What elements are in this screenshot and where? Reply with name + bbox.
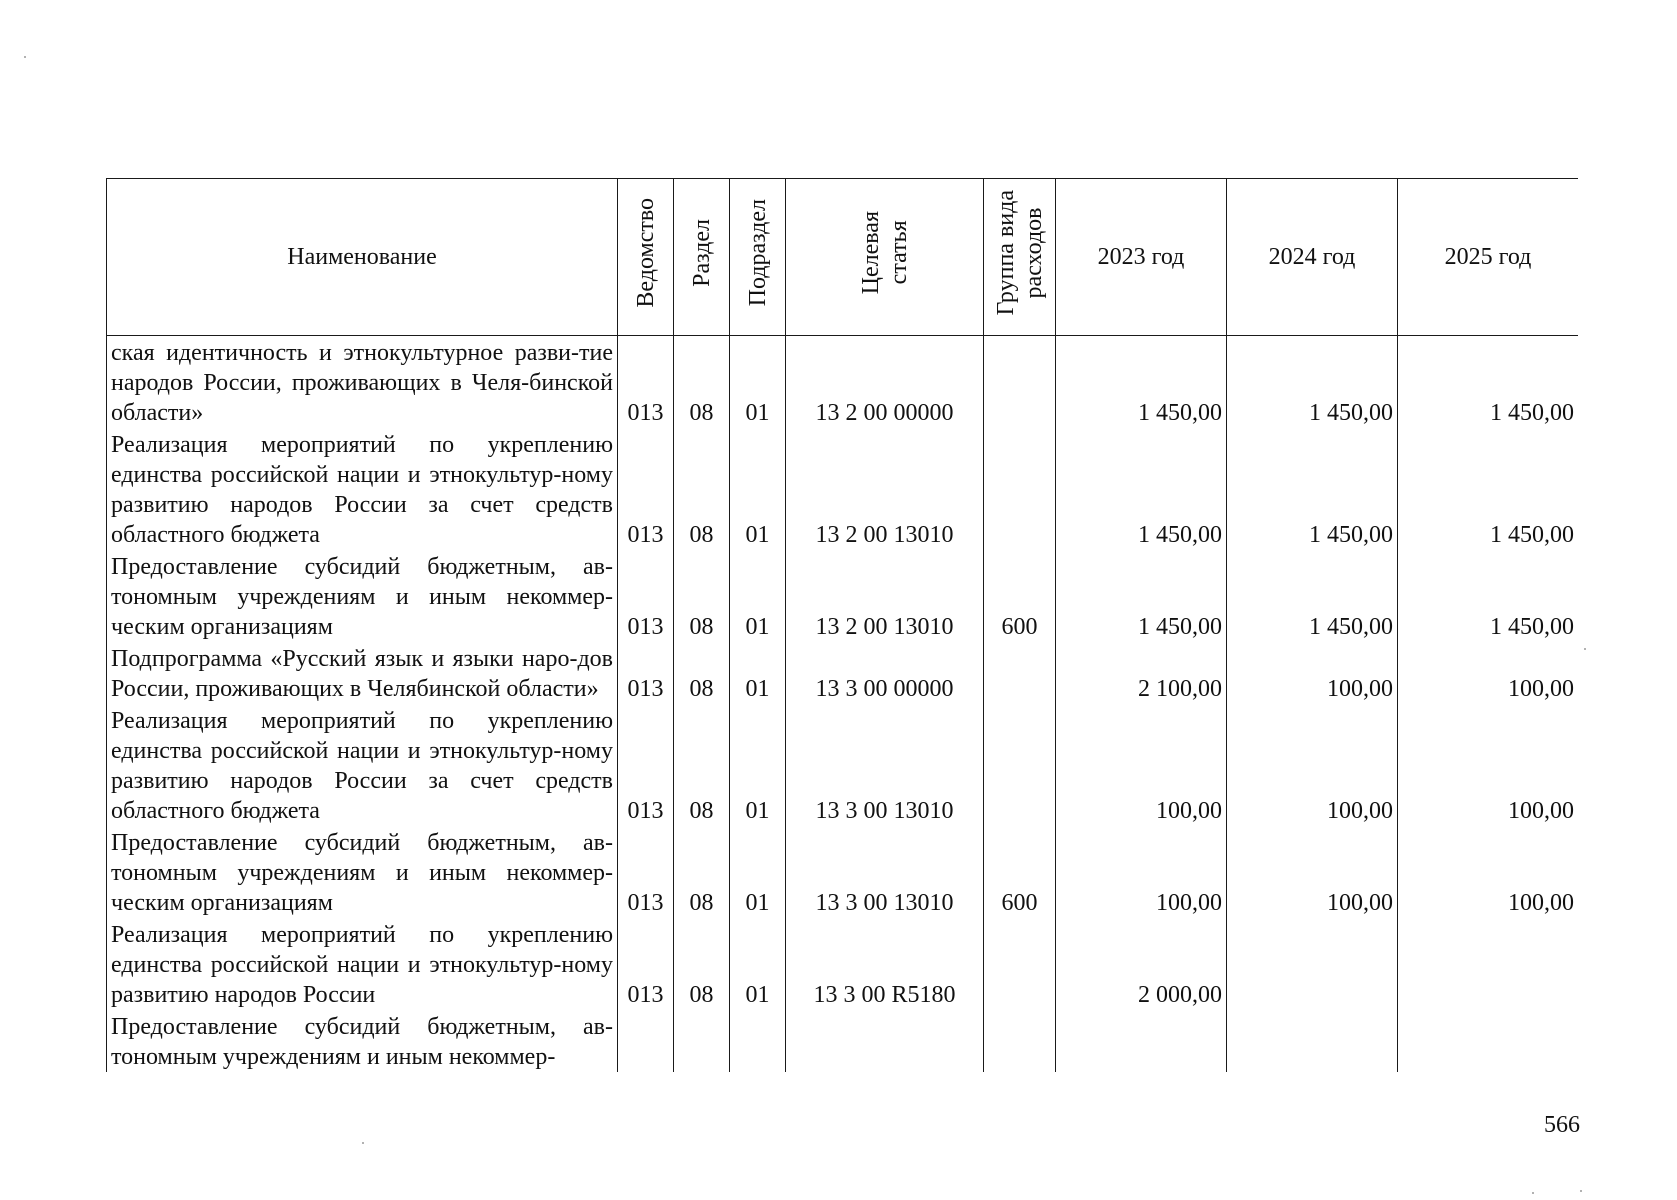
row-2025: 1 450,00 [1398, 336, 1579, 429]
header-expense-group [984, 179, 1056, 336]
row-name: ская идентичность и этнокультурное разви-тие народов России, проживающих в Челя-бинской области» [107, 336, 618, 429]
row-2024 [1227, 1010, 1398, 1072]
row-subsection: 01 [730, 336, 786, 429]
row-subsection: 01 [730, 826, 786, 918]
header-2025: 2025 год [1398, 179, 1579, 336]
table-row [107, 428, 1579, 550]
row-target-item: 13 2 00 00000 [786, 336, 984, 429]
row-target-item: 13 2 00 13010 [786, 428, 984, 550]
row-target-item: 13 2 00 13010 [786, 550, 984, 642]
row-target-item [786, 1010, 984, 1072]
scan-speck [362, 1142, 364, 1144]
row-2025: 1 450,00 [1398, 428, 1579, 550]
row-name: Предоставление субсидий бюджетным, ав-тономным учреждениям и иным некоммер-ческим организациям [107, 550, 618, 642]
row-expense-group [984, 918, 1056, 1010]
row-expense-group [984, 428, 1056, 550]
row-2023: 1 450,00 [1056, 428, 1227, 550]
row-2024: 100,00 [1227, 826, 1398, 918]
row-2024: 1 450,00 [1227, 336, 1398, 429]
row-2023: 2 000,00 [1056, 918, 1227, 1010]
header-name: Наименование [107, 179, 618, 336]
row-2024: 1 450,00 [1227, 428, 1398, 550]
row-subsection: 01 [730, 642, 786, 704]
row-2025: 100,00 [1398, 704, 1579, 826]
scan-speck [1584, 648, 1586, 650]
table-row [107, 1010, 1579, 1072]
header-target-item [786, 179, 984, 336]
header-section [674, 179, 730, 336]
row-2023: 1 450,00 [1056, 550, 1227, 642]
row-section: 08 [674, 550, 730, 642]
table-row [107, 918, 1579, 1010]
row-expense-group [984, 1010, 1056, 1072]
row-target-item: 13 3 00 13010 [786, 704, 984, 826]
row-2023: 1 450,00 [1056, 336, 1227, 429]
row-department: 013 [618, 918, 674, 1010]
row-department: 013 [618, 826, 674, 918]
row-2024: 1 450,00 [1227, 550, 1398, 642]
header-department [618, 179, 674, 336]
row-name: Подпрограмма «Русский язык и языки наро-дов России, проживающих в Челябинской области» [107, 642, 618, 704]
row-2023 [1056, 1010, 1227, 1072]
scan-speck [24, 56, 26, 58]
row-name: Реализация мероприятий по укреплению единства российской нации и этнокультур-ному развитию народов России за счет средств областного бюджета [107, 704, 618, 826]
row-2025 [1398, 918, 1579, 1010]
row-subsection [730, 1010, 786, 1072]
row-department: 013 [618, 428, 674, 550]
row-section: 08 [674, 704, 730, 826]
table-row [107, 336, 1579, 429]
row-subsection: 01 [730, 918, 786, 1010]
header-2024: 2024 год [1227, 179, 1398, 336]
row-section: 08 [674, 826, 730, 918]
row-target-item: 13 3 00 13010 [786, 826, 984, 918]
row-name: Реализация мероприятий по укреплению единства российской нации и этнокультур-ному развитию народов России за счет средств областного бюджета [107, 428, 618, 550]
header-department-label: Ведомство [632, 198, 659, 308]
row-section [674, 1010, 730, 1072]
row-expense-group [984, 642, 1056, 704]
page-number: 566 [1544, 1112, 1580, 1138]
scan-speck [1580, 1190, 1582, 1192]
row-2024: 100,00 [1227, 704, 1398, 826]
scan-speck [1532, 1192, 1534, 1194]
table-row [107, 642, 1579, 704]
table-header [107, 179, 1579, 336]
budget-table [106, 178, 1578, 1072]
table-row [107, 704, 1579, 826]
header-section-label: Раздел [688, 219, 715, 287]
row-department: 013 [618, 336, 674, 429]
row-department: 013 [618, 550, 674, 642]
row-2024: 100,00 [1227, 642, 1398, 704]
row-2023: 100,00 [1056, 704, 1227, 826]
row-2023: 100,00 [1056, 826, 1227, 918]
row-target-item: 13 3 00 R5180 [786, 918, 984, 1010]
row-2025: 100,00 [1398, 642, 1579, 704]
row-department: 013 [618, 704, 674, 826]
row-subsection: 01 [730, 428, 786, 550]
table-container [106, 178, 1578, 1100]
header-subsection [730, 179, 786, 336]
row-name: Предоставление субсидий бюджетным, ав-тономным учреждениям и иным некоммер-ческим организациям [107, 826, 618, 918]
header-2023: 2023 год [1056, 179, 1227, 336]
row-2024 [1227, 918, 1398, 1010]
row-2025 [1398, 1010, 1579, 1072]
header-subsection-label: Подраздел [744, 199, 771, 307]
row-expense-group: 600 [984, 826, 1056, 918]
row-section: 08 [674, 336, 730, 429]
row-2025: 1 450,00 [1398, 550, 1579, 642]
row-department [618, 1010, 674, 1072]
row-name: Реализация мероприятий по укреплению единства российской нации и этнокультур-ному развитию народов России [107, 918, 618, 1010]
table-row [107, 826, 1579, 918]
row-section: 08 [674, 642, 730, 704]
row-expense-group [984, 704, 1056, 826]
table-row [107, 550, 1579, 642]
row-subsection: 01 [730, 550, 786, 642]
row-section: 08 [674, 428, 730, 550]
header-target-item-label: Целевая статья [857, 211, 912, 295]
row-2023: 2 100,00 [1056, 642, 1227, 704]
header-expense-group-label: Группа вида расходов [992, 190, 1047, 316]
row-expense-group: 600 [984, 550, 1056, 642]
row-section: 08 [674, 918, 730, 1010]
row-department: 013 [618, 642, 674, 704]
row-expense-group [984, 336, 1056, 429]
table-body [107, 336, 1579, 1073]
row-2025: 100,00 [1398, 826, 1579, 918]
row-name: Предоставление субсидий бюджетным, ав-тономным учреждениям и иным некоммер- [107, 1010, 618, 1072]
row-target-item: 13 3 00 00000 [786, 642, 984, 704]
row-subsection: 01 [730, 704, 786, 826]
